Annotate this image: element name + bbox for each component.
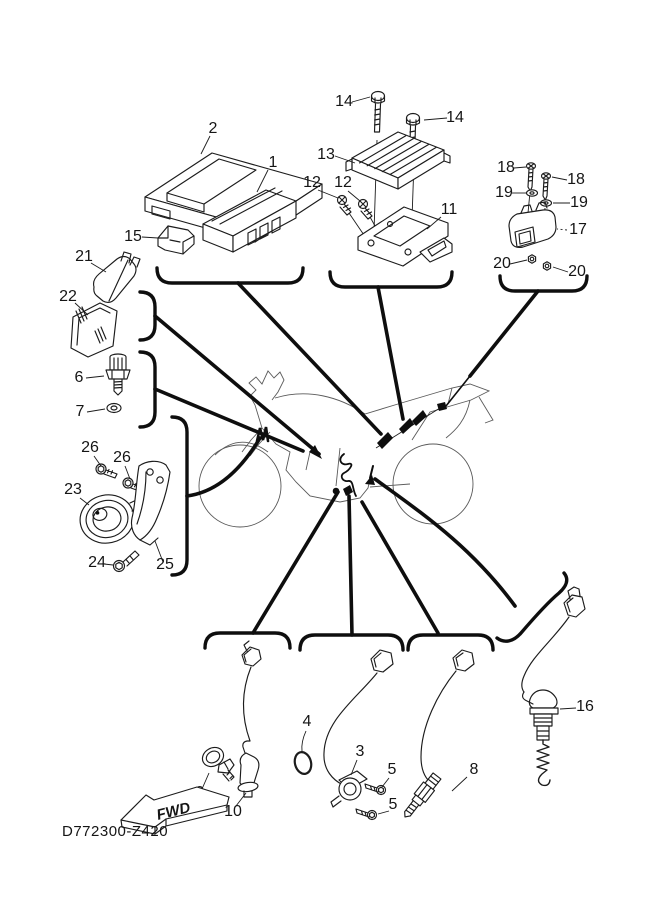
part-label-10[interactable]: 10 bbox=[224, 803, 242, 820]
bracket-3-4-5-group bbox=[300, 635, 403, 650]
part-14-bolt-a-drawing[interactable] bbox=[372, 92, 385, 133]
callout-line-23 bbox=[80, 498, 89, 505]
part-25-drawing[interactable] bbox=[131, 461, 170, 545]
part-label-12a[interactable]: 12 bbox=[303, 174, 321, 191]
part-26-bolt-a-drawing[interactable] bbox=[96, 464, 117, 478]
marker-oil-switch-mount bbox=[333, 488, 340, 495]
group-brackets bbox=[140, 268, 587, 650]
leader-3-4-5 bbox=[349, 496, 352, 635]
callout-line-7 bbox=[87, 409, 105, 412]
callout-line-18a bbox=[514, 167, 526, 168]
part-16-cable bbox=[522, 617, 569, 692]
bracket-16-group bbox=[497, 573, 567, 641]
part-label-20a[interactable]: 20 bbox=[493, 255, 511, 272]
part-label-15[interactable]: 15 bbox=[124, 228, 142, 245]
part-label-14a[interactable]: 14 bbox=[335, 93, 353, 110]
callout-line-5b bbox=[378, 811, 389, 814]
part-label-14b[interactable]: 14 bbox=[446, 109, 464, 126]
bracket-ecu-group bbox=[157, 268, 303, 283]
part-label-5b[interactable]: 5 bbox=[388, 796, 398, 813]
callout-line-4 bbox=[302, 731, 306, 751]
part-22-drawing[interactable] bbox=[71, 303, 117, 357]
callout-line-14a bbox=[352, 97, 370, 102]
part-8-drawing[interactable] bbox=[399, 650, 474, 821]
bracket-9-10-group bbox=[205, 633, 290, 648]
part-label-25[interactable]: 25 bbox=[156, 556, 174, 573]
part-label-4[interactable]: 4 bbox=[302, 713, 312, 730]
callout-line-14b bbox=[424, 118, 447, 120]
part-18-screw-b-drawing[interactable] bbox=[542, 173, 551, 200]
bracket-21-22-group bbox=[140, 292, 155, 340]
marker-regulator-mount-a bbox=[399, 418, 414, 434]
part-3-cable bbox=[324, 673, 377, 785]
part-15-drawing[interactable] bbox=[158, 226, 194, 254]
leader-8 bbox=[362, 502, 438, 633]
part-label-1[interactable]: 1 bbox=[268, 154, 278, 171]
engine-outline bbox=[306, 448, 410, 487]
bracket-regulator-group bbox=[330, 272, 452, 287]
leader-relay bbox=[470, 291, 538, 376]
part-label-19b[interactable]: 19 bbox=[570, 194, 588, 211]
part-6-drawing[interactable] bbox=[106, 354, 130, 395]
callout-line-16 bbox=[560, 708, 576, 709]
tail-outline bbox=[446, 388, 493, 438]
part-label-26a[interactable]: 26 bbox=[81, 439, 99, 456]
part-3-drawing[interactable] bbox=[324, 650, 393, 807]
callout-line-6 bbox=[86, 376, 104, 378]
leader-ecu bbox=[238, 283, 381, 434]
part-label-18b[interactable]: 18 bbox=[567, 171, 585, 188]
part-18-screw-a-drawing[interactable] bbox=[527, 163, 536, 191]
callout-line-20b bbox=[553, 267, 568, 272]
part-label-13[interactable]: 13 bbox=[317, 146, 335, 163]
group-horn bbox=[64, 439, 174, 573]
group-ecu bbox=[124, 120, 322, 254]
group-regulator bbox=[303, 92, 464, 267]
part-label-20b[interactable]: 20 bbox=[568, 263, 586, 280]
part-label-24[interactable]: 24 bbox=[88, 554, 106, 571]
part-21-drawing[interactable] bbox=[94, 252, 140, 302]
part-label-6[interactable]: 6 bbox=[74, 369, 84, 386]
part-label-26b[interactable]: 26 bbox=[113, 449, 131, 466]
front-wheel-outline bbox=[199, 445, 281, 527]
part-label-17[interactable]: 17 bbox=[569, 221, 587, 238]
callout-line-8 bbox=[452, 777, 467, 791]
part-5-bolt-a-drawing[interactable] bbox=[365, 784, 386, 795]
part-label-19a[interactable]: 19 bbox=[495, 184, 513, 201]
group-16 bbox=[522, 587, 594, 785]
part-7-drawing[interactable] bbox=[107, 404, 121, 413]
part-label-16[interactable]: 16 bbox=[576, 698, 594, 715]
part-10-drawing[interactable] bbox=[237, 641, 261, 797]
part-label-23[interactable]: 23 bbox=[64, 481, 82, 498]
leader-lines bbox=[155, 283, 538, 635]
part-20-nut-a-drawing[interactable] bbox=[528, 255, 535, 263]
callout-line-17 bbox=[557, 229, 567, 230]
callout-line-12b bbox=[348, 191, 360, 201]
group-relay2-sensor bbox=[59, 248, 140, 420]
callout-line-26a bbox=[94, 456, 101, 466]
group-relay bbox=[493, 159, 588, 280]
part-label-3[interactable]: 3 bbox=[355, 743, 365, 760]
part-label-12b[interactable]: 12 bbox=[334, 174, 352, 191]
diagram-code: D772300-Z420 bbox=[62, 823, 169, 840]
part-20-nut-b-drawing[interactable] bbox=[543, 262, 550, 270]
callout-line-5a bbox=[382, 778, 389, 787]
marker-regulator-mount-b bbox=[412, 410, 427, 426]
part-label-11[interactable]: 11 bbox=[440, 201, 458, 218]
callout-line-26b bbox=[125, 466, 130, 479]
front-fender-outline bbox=[215, 442, 268, 455]
bracket-horn-group bbox=[172, 417, 187, 575]
callout-line-15 bbox=[142, 237, 158, 238]
callout-line-18b bbox=[552, 177, 567, 180]
part-12-screw-b-drawing[interactable] bbox=[359, 200, 373, 220]
part-23-drawing[interactable] bbox=[76, 490, 139, 548]
part-12-screw-a-drawing[interactable] bbox=[338, 196, 352, 216]
callout-line-20a bbox=[510, 260, 527, 264]
bracket-6-7-group bbox=[140, 352, 155, 427]
part-4-drawing[interactable] bbox=[292, 750, 313, 775]
group-8 bbox=[399, 650, 478, 821]
part-label-8[interactable]: 8 bbox=[469, 761, 479, 778]
leader-regulator bbox=[378, 287, 403, 419]
part-24-bolt-drawing[interactable] bbox=[114, 551, 140, 572]
part-17-drawing[interactable] bbox=[509, 202, 556, 247]
part-label-21[interactable]: 21 bbox=[75, 248, 93, 265]
part-19-washer-a-drawing[interactable] bbox=[527, 190, 538, 196]
part-16-drawing[interactable] bbox=[522, 587, 585, 785]
callout-line-21 bbox=[91, 263, 106, 272]
bracket-8-group bbox=[408, 635, 493, 650]
group-3-4-5 bbox=[292, 650, 397, 820]
leader-9-10 bbox=[253, 492, 338, 633]
marker-sidestand-mount bbox=[343, 485, 353, 496]
leader-21-22 bbox=[155, 316, 319, 454]
callout-line-2 bbox=[201, 136, 210, 154]
part-10-cable bbox=[243, 667, 251, 741]
part-5-bolt-b-drawing[interactable] bbox=[356, 809, 377, 820]
fwd-label: FWD bbox=[154, 799, 193, 824]
part-label-7[interactable]: 7 bbox=[75, 403, 85, 420]
leader-horn bbox=[187, 438, 260, 496]
part-8-cable bbox=[421, 671, 456, 785]
part-label-2[interactable]: 2 bbox=[208, 120, 218, 137]
part-13-drawing[interactable] bbox=[346, 132, 450, 189]
part-label-5a[interactable]: 5 bbox=[387, 761, 397, 778]
part-label-18a[interactable]: 18 bbox=[497, 159, 515, 176]
part-label-22[interactable]: 22 bbox=[59, 288, 77, 305]
part-9-drawing[interactable] bbox=[199, 744, 234, 781]
bike-outline bbox=[199, 371, 493, 527]
